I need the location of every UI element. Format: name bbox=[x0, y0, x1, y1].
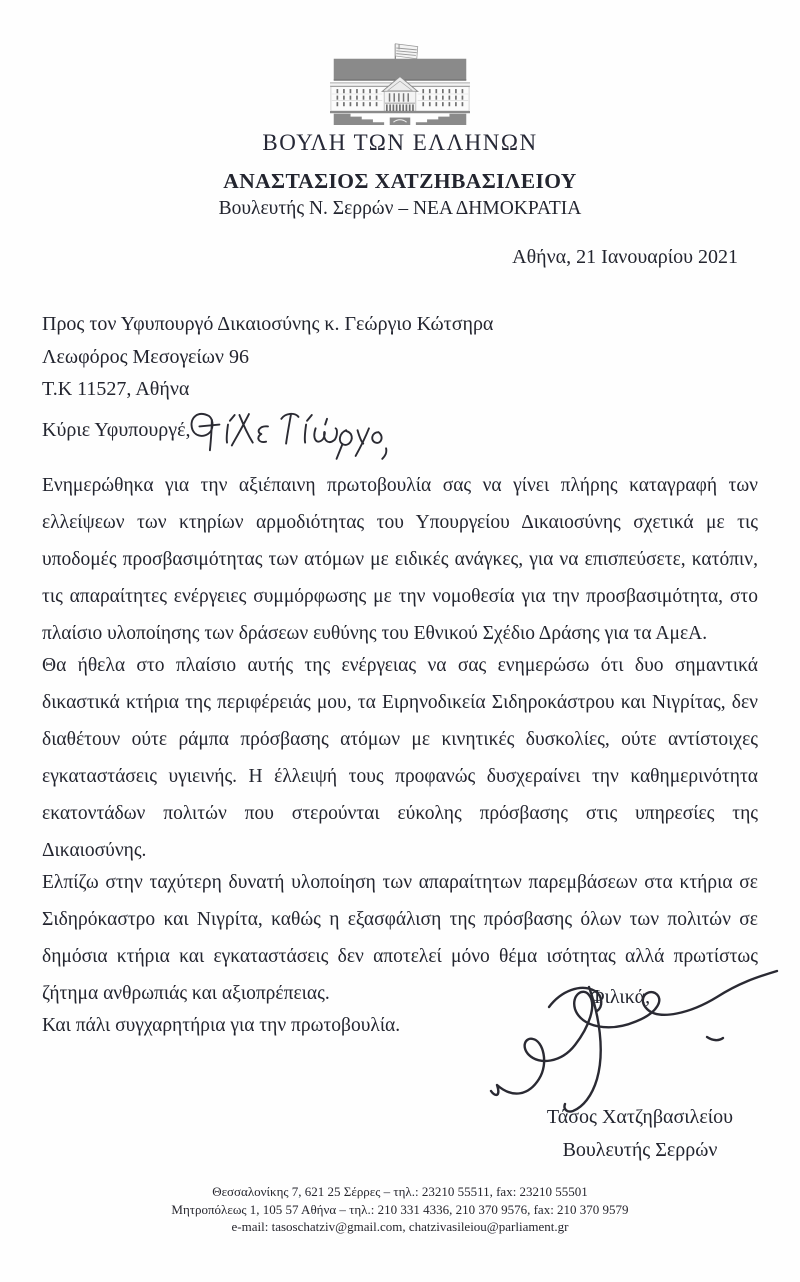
footer-line: e-mail: tasoschatziv@gmail.com, chatzivasileiou@parliament.gr bbox=[231, 1219, 569, 1234]
date-line: Αθήνα, 21 Ιανουαρίου 2021 bbox=[512, 246, 738, 268]
valediction: Φιλικά, bbox=[589, 986, 651, 1008]
body-paragraph: Ενημερώθηκα για την αξιέπαινη πρωτοβουλία σας να γίνει πλήρης καταγραφή των ελλείψεων των κτηρίων αρμοδιότητας του Υπουργείου Δικαιοσύνης σχετικά με τις υποδομές προσβασιμότητας των ατόμων με ειδικές ανάγκες, για να επισπεύσετε, κατόπιν, τις απαραίτητες ενέργειες συμμόρφωσης με την νομοθεσία για την προσβασιμότητα, στο πλαίσιο υλοποίησης των δράσεων ευθύνης του Εθνικού Σχέδιο Δράσης για τα ΑμεΑ. bbox=[42, 474, 758, 644]
salutation-printed: Κύριε Υφυπουργέ, bbox=[42, 418, 191, 441]
salutation bbox=[42, 415, 758, 461]
signer-title: Βουλευτής Σερρών bbox=[562, 1139, 718, 1161]
contact-footer bbox=[0, 1183, 800, 1236]
body-paragraph: Και πάλι συγχαρητήρια για την πρωτοβουλία. bbox=[42, 1014, 401, 1036]
footer-line: Θεσσαλονίκης 7, 621 25 Σέρρες – τηλ.: 23210 55511, fax: 23210 55501 bbox=[212, 1184, 588, 1199]
signer-name: Τάσος Χατζηβασιλείου bbox=[546, 1106, 734, 1128]
recipient-block bbox=[42, 308, 758, 406]
recipient-line: Προς τον Υφυπουργό Δικαιοσύνης κ. Γεώργιο Κώτσηρα bbox=[42, 313, 494, 335]
footer-line: Μητροπόλεως 1, 105 57 Αθήνα – τηλ.: 210 331 4336, 210 370 9576, fax: 210 370 9579 bbox=[171, 1201, 629, 1217]
closing-block bbox=[510, 985, 770, 1163]
recipient-line: Λεωφόρος Μεσογείων 96 bbox=[42, 345, 249, 368]
body-paragraph: Ελπίζω στην ταχύτερη δυνατή υλοποίηση των απαραίτητων παρεμβάσεων στα κτήρια σε Σιδηρόκαστρο και Νιγρίτα, καθώς η εξασφάλιση της πρόσβασης όλων των πολιτών σε δημόσια κτήρια και εγκαταστάσεις δεν αποτελεί μόνο θέμα ισότητας αλλά πρωτίστως ζήτημα ανθρωπιάς και αξιοπρέπειας. bbox=[42, 871, 758, 1004]
member-name: ΑΝΑΣΤΑΣΙΟΣ ΧΑΤΖΗΒΑΣΙΛΕΙΟΥ bbox=[223, 169, 577, 193]
handwritten-greeting bbox=[188, 409, 388, 461]
institution-title: ΒΟΥΛΗ ΤΩΝ ΕΛΛΗΝΩΝ bbox=[262, 130, 538, 155]
letterhead bbox=[0, 40, 800, 222]
member-role: Βουλευτής Ν. Σερρών – ΝΕΑ ΔΗΜΟΚΡΑΤΙΑ bbox=[218, 198, 582, 219]
letter-body bbox=[42, 467, 758, 1044]
recipient-line: Τ.Κ 11527, Αθήνα bbox=[42, 378, 190, 400]
parliament-building-icon bbox=[330, 40, 470, 126]
body-paragraph: Θα ήθελα στο πλαίσιο αυτής της ενέργειας να σας ενημερώσω ότι δυο σημαντικά δικαστικά κτήρια της περιφέρειάς μου, τα Ειρηνοδικεία Σιδηροκάστρου και Νιγρίτας, δεν διαθέτουν ούτε ράμπα πρόσβασης ατόμων με κινητικές δυσκολίες, ούτε αντίστοιχες εγκαταστάσεις υγιεινής. Η έλλειψή τους προφανώς δυσχεραίνει την καθημερινότητα εκατοντάδων πολιτών που στερούνται εύκολης πρόσβασης στις υπηρεσίες της Δικαιοσύνης. bbox=[42, 654, 758, 861]
